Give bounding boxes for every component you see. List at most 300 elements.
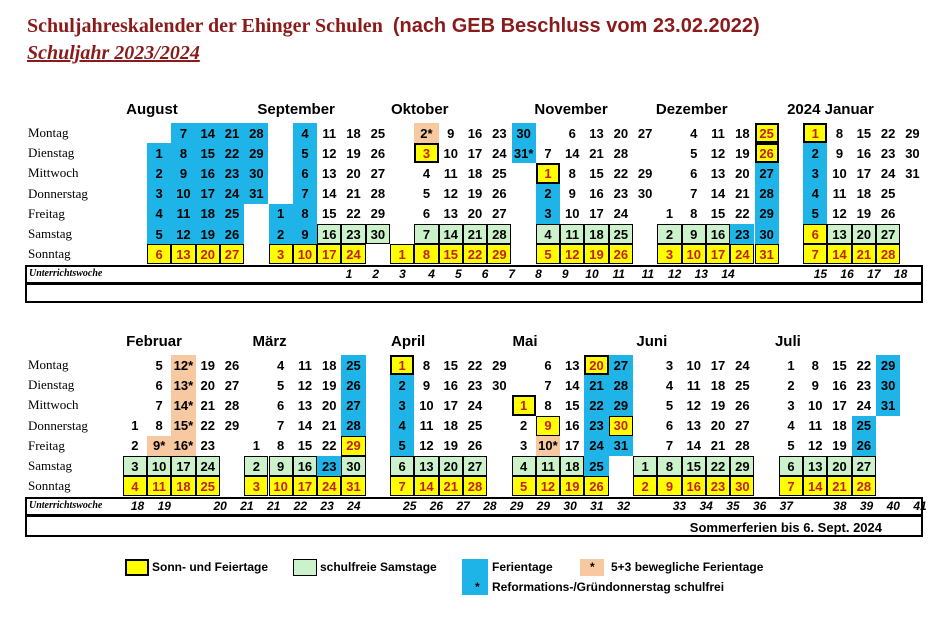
day-cell: 14 <box>414 476 438 496</box>
week-number: 20 <box>213 499 227 514</box>
day-cell: 28 <box>341 416 365 436</box>
week-number: 6 <box>481 267 489 282</box>
weekday-label: Dienstag <box>28 377 75 393</box>
day-cell: 5 <box>422 186 431 202</box>
day-cell: 24 <box>735 357 750 373</box>
day-cell: 11 <box>147 476 171 496</box>
day-cell: 22 <box>880 125 896 141</box>
day-cell: 22 <box>735 206 750 222</box>
day-cell: 2 <box>131 438 139 454</box>
weekday-label: Samstag <box>28 458 73 473</box>
day-cell: 1 <box>633 456 657 476</box>
day-cell: 16 <box>317 224 341 244</box>
day-cell: 15 <box>196 143 220 163</box>
day-cell: 4 <box>536 224 560 244</box>
day-cell: 20 <box>852 224 876 244</box>
day-cell: 18 <box>322 357 337 373</box>
day-cell: 16 <box>196 163 220 183</box>
day-cell: 12* <box>171 355 195 375</box>
week-number: 41 <box>913 499 927 514</box>
week-number: 1 <box>345 267 353 282</box>
day-cell: 21 <box>710 438 726 454</box>
day-cell: 2 <box>390 375 414 395</box>
day-cell: 6 <box>803 224 827 244</box>
day-cell: 20 <box>735 165 750 181</box>
day-cell: 27 <box>876 224 900 244</box>
day-cell: 9 <box>682 224 706 244</box>
day-cell: 18 <box>735 125 750 141</box>
legend-star-symbol: * <box>475 580 480 594</box>
day-cell: 10 <box>808 397 823 413</box>
day-cell: 17 <box>196 184 220 204</box>
day-cell: 17 <box>710 357 726 373</box>
day-cell: 26 <box>852 436 876 456</box>
week-number: 39 <box>859 499 874 514</box>
day-cell: 13 <box>710 165 726 181</box>
day-cell: 14 <box>565 145 580 161</box>
day-cell: 18 <box>560 456 584 476</box>
day-cell: 15 <box>589 165 604 181</box>
summer-holiday-note: Sommerferien bis 6. Sept. 2024 <box>689 520 882 535</box>
day-cell: 6 <box>293 163 317 183</box>
day-cell: 30 <box>366 224 390 244</box>
day-cell: 24 <box>613 206 629 222</box>
day-cell: 11 <box>711 125 725 141</box>
day-cell: 10 <box>832 165 847 181</box>
week-number: 18 <box>893 267 908 282</box>
day-cell: 14 <box>196 123 220 143</box>
day-cell: 30 <box>244 163 268 183</box>
weekday-label: Montag <box>28 357 69 372</box>
legend-saturday-text: schulfreie Samstage <box>320 560 437 574</box>
day-cell: 24 <box>856 397 872 413</box>
weekday-label: Freitag <box>28 205 65 221</box>
day-cell: 8 <box>277 438 285 454</box>
day-cell: 22 <box>706 456 730 476</box>
unterrichtswoche-label: Unterrichtswoche <box>29 268 103 280</box>
day-cell: 8 <box>171 143 195 163</box>
week-number: 29 <box>536 499 551 514</box>
day-cell: 15 <box>565 397 580 413</box>
day-cell: 23 <box>730 224 754 244</box>
day-cell: 11 <box>808 418 823 434</box>
day-cell: 2 <box>803 143 827 163</box>
day-cell: 28 <box>370 186 386 202</box>
day-cell: 5 <box>293 143 317 163</box>
day-cell: 4 <box>787 418 795 434</box>
day-cell: 17 <box>856 165 872 181</box>
day-cell: 29 <box>492 357 507 373</box>
day-cell: 26 <box>224 357 240 373</box>
day-cell: 30 <box>341 456 365 476</box>
day-cell: 7 <box>779 476 803 496</box>
week-number: 33 <box>672 499 687 514</box>
month-label: April <box>391 333 426 350</box>
week-number: 11 <box>612 267 625 282</box>
day-cell: 25 <box>852 416 876 436</box>
day-cell: 21 <box>852 244 876 264</box>
day-cell: 10* <box>536 436 560 456</box>
month-label: Februar <box>126 333 182 350</box>
day-cell: 12 <box>710 145 726 161</box>
weekday-label: Freitag <box>28 437 65 453</box>
week-number: 2 <box>372 267 380 282</box>
day-cell: 16* <box>171 436 195 456</box>
day-cell: 25 <box>370 125 386 141</box>
day-cell: 8 <box>422 357 431 373</box>
day-cell: 4 <box>147 204 171 224</box>
day-cell: 25 <box>220 204 244 224</box>
day-cell: 2 <box>657 224 681 244</box>
day-cell: 28 <box>463 476 487 496</box>
day-cell: 25 <box>584 456 608 476</box>
day-cell: 8 <box>835 125 844 141</box>
day-cell: 19 <box>735 145 750 161</box>
day-cell: 19 <box>346 145 361 161</box>
week-number: 13 <box>694 267 708 282</box>
day-cell: 28 <box>876 244 900 264</box>
legend-movable-text: 5+3 bewegliche Ferientage <box>611 560 764 574</box>
day-cell: 9 <box>657 476 681 496</box>
day-cell: 9 <box>422 377 431 393</box>
day-cell: 5 <box>665 397 674 413</box>
day-cell: 12 <box>443 186 458 202</box>
day-cell: 31 <box>609 436 633 456</box>
week-number: 18 <box>130 499 145 514</box>
day-cell: 11 <box>298 357 312 373</box>
day-cell: 7 <box>544 145 552 161</box>
weekday-label: Donnerstag <box>28 185 88 201</box>
weekday-label: Sonntag <box>28 246 71 262</box>
day-cell: 8 <box>155 418 163 434</box>
month-label: Mai <box>512 333 538 350</box>
weekday-label: Montag <box>28 125 69 140</box>
day-cell: 16 <box>467 125 483 141</box>
day-cell: 30 <box>492 377 507 393</box>
week-number: 21 <box>266 499 281 514</box>
day-cell: 28 <box>609 375 633 395</box>
day-cell: 21 <box>220 123 244 143</box>
day-cell: 9 <box>269 456 293 476</box>
day-cell: 3 <box>803 163 827 183</box>
day-cell: 5 <box>147 224 171 244</box>
day-cell: 20 <box>710 418 726 434</box>
day-cell: 31 <box>341 476 365 496</box>
day-cell: 27 <box>637 125 653 141</box>
day-cell: 18 <box>346 125 361 141</box>
day-cell: 2 <box>269 224 293 244</box>
week-number: 9 <box>561 267 569 282</box>
day-cell: 21 <box>463 224 487 244</box>
day-cell: 29 <box>755 204 779 224</box>
month-label: November <box>534 101 608 118</box>
day-cell: 13 <box>686 418 701 434</box>
day-cell: 18 <box>832 418 847 434</box>
day-cell: 10 <box>419 397 434 413</box>
weekday-label: Samstag <box>28 226 73 241</box>
week-number: 21 <box>240 499 254 514</box>
day-cell: 24 <box>467 397 483 413</box>
day-cell: 4 <box>422 165 431 181</box>
day-cell: 4 <box>665 377 674 393</box>
day-cell: 15 <box>297 438 313 454</box>
day-cell: 20 <box>827 456 851 476</box>
day-cell: 10 <box>686 357 701 373</box>
empty-row <box>25 283 923 303</box>
day-cell: 15 <box>710 206 726 222</box>
day-cell: 1 <box>803 123 827 143</box>
day-cell: 3 <box>657 244 681 264</box>
month-label: März <box>252 333 287 350</box>
day-cell: 15 <box>832 357 847 373</box>
day-cell: 3 <box>123 456 147 476</box>
day-cell: 7 <box>277 418 285 434</box>
day-cell: 30 <box>905 145 920 161</box>
day-cell: 19 <box>584 244 608 264</box>
weekday-label: Donnerstag <box>28 417 88 433</box>
day-cell: 4 <box>293 123 317 143</box>
day-cell: 17 <box>706 244 730 264</box>
week-number: 37 <box>779 499 794 514</box>
day-cell: 25 <box>609 224 633 244</box>
day-cell: 16 <box>706 224 730 244</box>
week-number: 12 <box>667 267 682 282</box>
weekday-label: Dienstag <box>28 145 75 161</box>
week-number: 8 <box>535 267 542 282</box>
day-cell: 21 <box>346 186 361 202</box>
day-cell: 16 <box>682 476 706 496</box>
day-cell: 13 <box>297 397 313 413</box>
day-cell: 17 <box>565 438 580 454</box>
day-cell: 3 <box>269 244 293 264</box>
day-cell: 12 <box>808 438 823 454</box>
month-label: Oktober <box>391 101 449 118</box>
day-cell: 9 <box>811 377 819 393</box>
week-number: 23 <box>320 499 334 514</box>
day-cell: 17 <box>293 476 317 496</box>
day-cell: 4 <box>390 416 414 436</box>
day-cell: 2 <box>520 418 528 434</box>
day-cell: 11 <box>419 418 434 434</box>
day-cell: 20 <box>200 377 215 393</box>
week-number: 10 <box>585 267 599 282</box>
day-cell: 26 <box>584 476 608 496</box>
day-cell: 25 <box>196 476 220 496</box>
day-cell: 26 <box>492 186 507 202</box>
weekday-label: Sonntag <box>28 478 71 494</box>
day-cell: 8 <box>293 204 317 224</box>
day-cell: 22 <box>584 395 608 415</box>
day-cell: 23 <box>467 377 483 393</box>
day-cell: 22 <box>220 143 244 163</box>
day-cell: 5 <box>690 145 698 161</box>
day-cell: 31 <box>905 165 920 181</box>
day-cell: 9 <box>447 125 455 141</box>
day-cell: 14 <box>710 186 726 202</box>
day-cell: 14 <box>565 377 580 393</box>
day-cell: 15 <box>439 244 463 264</box>
day-cell: 2* <box>414 123 438 143</box>
day-cell: 1 <box>390 244 414 264</box>
week-number: 19 <box>157 499 171 514</box>
day-cell: 14 <box>686 438 701 454</box>
day-cell: 4 <box>512 456 536 476</box>
day-cell: 27 <box>341 395 365 415</box>
day-cell: 2 <box>536 184 560 204</box>
day-cell: 25 <box>755 123 779 143</box>
day-cell: 26 <box>220 224 244 244</box>
day-cell: 3 <box>414 143 438 163</box>
day-cell: 8 <box>544 397 552 413</box>
day-cell: 29 <box>341 436 365 456</box>
week-number: 11 <box>641 267 655 282</box>
day-cell: 27 <box>852 456 876 476</box>
day-cell: 21 <box>589 145 604 161</box>
day-cell: 26 <box>735 397 750 413</box>
day-cell: 30 <box>755 224 779 244</box>
day-cell: 10 <box>269 476 293 496</box>
day-cell: 29 <box>244 143 268 163</box>
day-cell: 11 <box>536 456 560 476</box>
day-cell: 23 <box>200 438 215 454</box>
day-cell: 22 <box>346 206 361 222</box>
day-cell: 23 <box>856 377 872 393</box>
week-number: 30 <box>563 499 577 514</box>
day-cell: 16 <box>589 186 604 202</box>
day-cell: 11 <box>443 165 458 181</box>
day-cell: 24 <box>880 165 896 181</box>
week-number: 36 <box>752 499 767 514</box>
day-cell: 25 <box>492 165 507 181</box>
day-cell: 21 <box>200 397 215 413</box>
day-cell: 6 <box>779 456 803 476</box>
day-cell: 23 <box>880 145 896 161</box>
legend-reformation-text: Reformations-/Gründonnerstag schulfrei <box>492 580 725 594</box>
day-cell: 7 <box>155 397 163 413</box>
day-cell: 8 <box>414 244 438 264</box>
day-cell: 1 <box>269 204 293 224</box>
day-cell: 19 <box>322 377 337 393</box>
day-cell: 25 <box>467 418 483 434</box>
day-cell: 9* <box>147 436 171 456</box>
week-number: 3 <box>399 267 406 282</box>
day-cell: 21 <box>827 476 851 496</box>
day-cell: 10 <box>147 456 171 476</box>
day-cell: 26 <box>467 438 483 454</box>
day-cell: 24 <box>317 476 341 496</box>
day-cell: 14 <box>322 186 337 202</box>
day-cell: 1 <box>665 206 674 222</box>
day-cell: 29 <box>224 418 240 434</box>
day-cell: 5 <box>390 436 414 456</box>
day-cell: 20 <box>196 244 220 264</box>
day-cell: 13 <box>443 206 458 222</box>
day-cell: 24 <box>730 244 754 264</box>
day-cell: 14 <box>297 418 313 434</box>
day-cell: 7 <box>665 438 674 454</box>
day-cell: 17 <box>171 456 195 476</box>
day-cell: 12 <box>832 206 847 222</box>
day-cell: 11 <box>322 125 337 141</box>
day-cell: 25 <box>735 377 750 393</box>
day-cell: 20 <box>613 125 629 141</box>
day-cell: 14 <box>803 476 827 496</box>
week-number: 29 <box>509 499 524 514</box>
day-cell: 16 <box>565 418 580 434</box>
day-cell: 6 <box>665 418 674 434</box>
day-cell: 14* <box>171 395 195 415</box>
day-cell: 21 <box>735 186 750 202</box>
day-cell: 22 <box>467 357 483 373</box>
day-cell: 16 <box>856 145 872 161</box>
week-number: 17 <box>867 267 881 282</box>
day-cell: 1 <box>147 143 171 163</box>
day-cell: 13 <box>322 165 337 181</box>
week-number: 40 <box>886 499 900 514</box>
week-number: 26 <box>429 499 444 514</box>
day-cell: 18 <box>171 476 195 496</box>
day-cell: 15 <box>682 456 706 476</box>
legend-holiday-text: Ferientage <box>492 560 553 574</box>
weekday-label: Mittwoch <box>28 165 79 181</box>
day-cell: 22 <box>322 438 337 454</box>
day-cell: 6 <box>155 377 163 393</box>
day-cell: 29 <box>905 125 920 141</box>
day-cell: 18 <box>443 418 458 434</box>
day-cell: 31 <box>755 244 779 264</box>
day-cell: 4 <box>277 357 285 373</box>
day-cell: 31 <box>876 395 900 415</box>
day-cell: 27 <box>220 244 244 264</box>
day-cell: 16 <box>832 377 847 393</box>
day-cell: 21 <box>439 476 463 496</box>
day-cell: 2 <box>147 163 171 183</box>
day-cell: 2 <box>787 377 795 393</box>
day-cell: 12 <box>297 377 313 393</box>
day-cell: 4 <box>123 476 147 496</box>
week-number: 14 <box>721 267 735 282</box>
day-cell: 9 <box>568 186 576 202</box>
day-cell: 28 <box>244 123 268 143</box>
day-cell: 5 <box>803 204 827 224</box>
day-cell: 25 <box>341 355 365 375</box>
day-cell: 28 <box>755 184 779 204</box>
day-cell: 8 <box>568 165 576 181</box>
day-cell: 5 <box>512 476 536 496</box>
day-cell: 3 <box>520 438 528 454</box>
day-cell: 12 <box>419 438 434 454</box>
day-cell: 11 <box>686 377 701 393</box>
day-cell: 1 <box>131 418 139 434</box>
day-cell: 28 <box>487 224 511 244</box>
day-cell: 4 <box>803 184 827 204</box>
day-cell: 18 <box>710 377 726 393</box>
month-label: Juli <box>774 333 801 350</box>
day-cell: 13 <box>827 224 851 244</box>
day-cell: 29 <box>637 165 653 181</box>
day-cell: 6 <box>544 357 552 373</box>
day-cell: 9 <box>835 145 844 161</box>
day-cell: 18 <box>856 186 872 202</box>
day-cell: 30 <box>512 123 536 143</box>
day-cell: 30 <box>609 416 633 436</box>
day-cell: 7 <box>293 184 317 204</box>
day-cell: 13 <box>414 456 438 476</box>
day-cell: 26 <box>370 145 386 161</box>
day-cell: 15 <box>856 125 872 141</box>
day-cell: 19 <box>856 206 872 222</box>
day-cell: 6 <box>422 206 431 222</box>
